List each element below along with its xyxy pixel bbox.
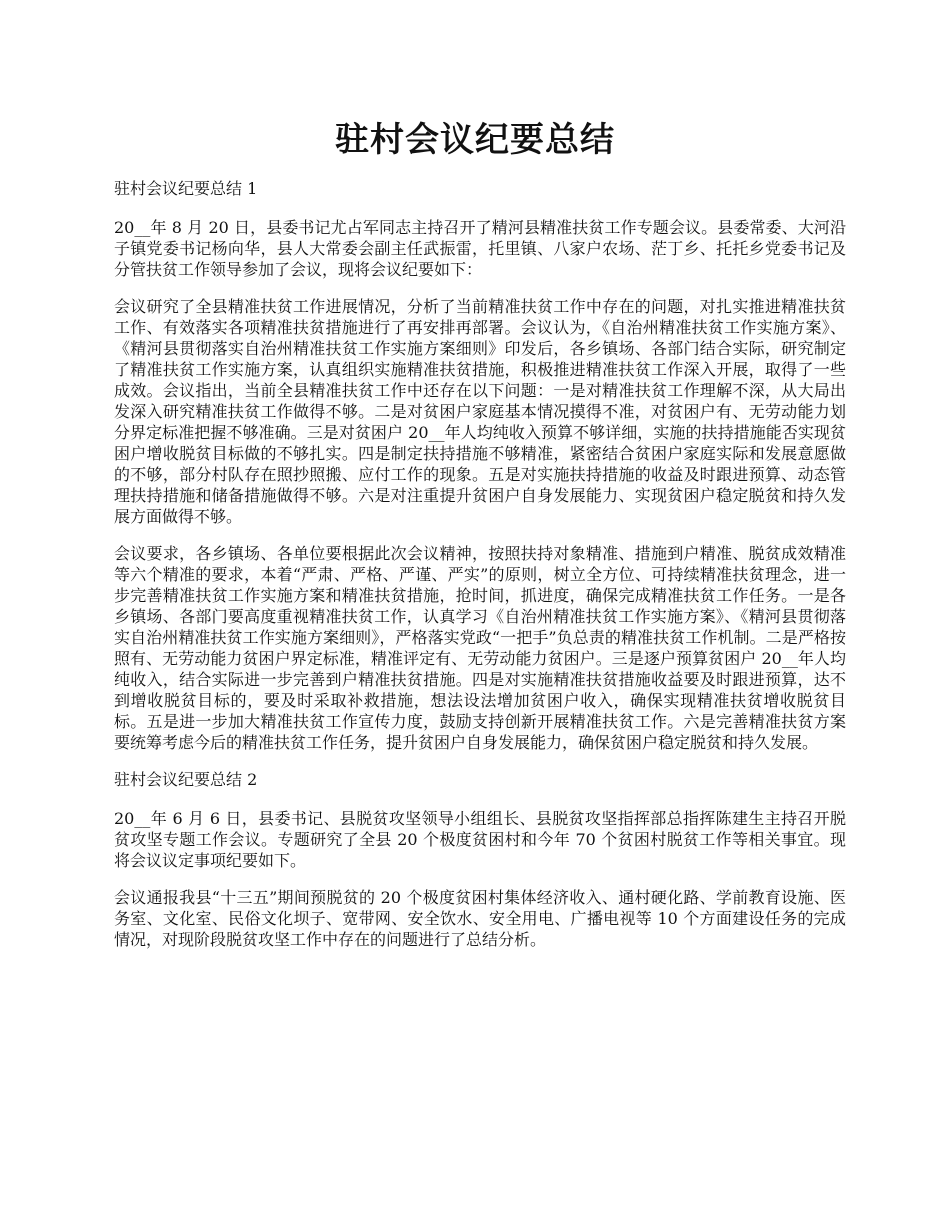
paragraph: 会议研究了全县精准扶贫工作进展情况，分析了当前精准扶贫工作中存在的问题，对扎实推进精准扶贫工作、有效落实各项精准扶贫措施进行了再安排再部署。会议认为，《自治州精准扶贫工作实施方案》、《精河县贯彻落实自治州精准扶贫工作实施方案细则》印发后，各乡镇场、各部门结合实际，研究制定了精准扶贫工作实施方案，认真组织实施精准扶贫措施，积极推进精准扶贫工作深入开展，取得了一些成效。会议指出，当前全县精准扶贫工作中还存在以下问题：一是对精准扶贫工作理解不深，从大局出发深入研究精准扶贫工作做得不够。二是对贫困户家庭基本情况摸得不准，对贫困户有、无劳动能力划分界定标准把握不够准确。三是对贫困户 20__年人均纯收入预算不够详细，实施的扶持措施能否实现贫困户增收脱贫目标做的不够扎实。四是制定扶持措施不够精准，紧密结合贫困户家庭实际和发展意愿做的不够，部分村队存在照抄照搬、应付工作的现象。五是对实施扶持措施的收益及时跟进预算、动态管理扶持措施和储备措施做得不够。六是对注重提升贫困户自身发展能力、实现贫困户稳定脱贫和持久发展方面做得不够。 (114, 297, 846, 526)
page-title: 驻村会议纪要总结 (335, 120, 615, 160)
document-body (114, 178, 846, 966)
section-heading-2: 驻村会议纪要总结 2 (114, 770, 258, 789)
paragraph: 20__年 8 月 20 日，县委书记尤占军同志主持召开了精河县精准扶贫工作专题会议。县委常委、大河沿子镇党委书记杨向华，县人大常委会副主任武振雷，托里镇、八家户农场、茫丁乡、托托乡党委书记及分管扶贫工作领导参加了会议，现将会议纪要如下： (114, 218, 846, 279)
paragraph: 会议要求，各乡镇场、各单位要根据此次会议精神，按照扶持对象精准、措施到户精准、脱贫成效精准等六个精准的要求，本着“严肃、严格、严谨、严实”的原则，树立全方位、可持续精准扶贫理念，进一步完善精准扶贫工作实施方案和精准扶贫措施，抢时间，抓进度，确保完成精准扶贫工作任务。一是各乡镇场、各部门要高度重视精准扶贫工作，认真学习《自治州精准扶贫工作实施方案》、《精河县贯彻落实自治州精准扶贫工作实施方案细则》，严格落实党政“一把手”负总责的精准扶贫工作机制。二是严格按照有、无劳动能力贫困户界定标准，精准评定有、无劳动能力贫困户。三是逐户预算贫困户 20__年人均纯收入，结合实际进一步完善到户精准扶贫措施。四是对实施精准扶贫措施收益要及时跟进预算，达不到增收脱贫目标的，要及时采取补救措施，想法设法增加贫困户收入，确保实现精准扶贫增收脱贫目标。五是进一步加大精准扶贫工作宣传力度，鼓励支持创新开展精准扶贫工作。六是完善精准扶贫方案要统筹考虑今后的精准扶贫工作任务，提升贫困户自身发展能力，确保贫困户稳定脱贫和持久发展。 (114, 544, 846, 752)
paragraph: 会议通报我县“十三五”期间预脱贫的 20 个极度贫困村集体经济收入、通村硬化路、学前教育设施、医务室、文化室、民俗文化坝子、宽带网、安全饮水、安全用电、广播电视等 10 个方面建设任务的完成情况，对现阶段脱贫攻坚工作中存在的问题进行了总结分析。 (114, 888, 846, 949)
section-heading-1: 驻村会议纪要总结 1 (114, 179, 258, 198)
paragraph: 20__年 6 月 6 日，县委书记、县脱贫攻坚领导小组组长、县脱贫攻坚指挥部总指挥陈建生主持召开脱贫攻坚专题工作会议。专题研究了全县 20 个极度贫困村和今年 70 个贫困村脱贫工作等相关事宜。现将会议议定事项纪要如下。 (114, 809, 846, 870)
